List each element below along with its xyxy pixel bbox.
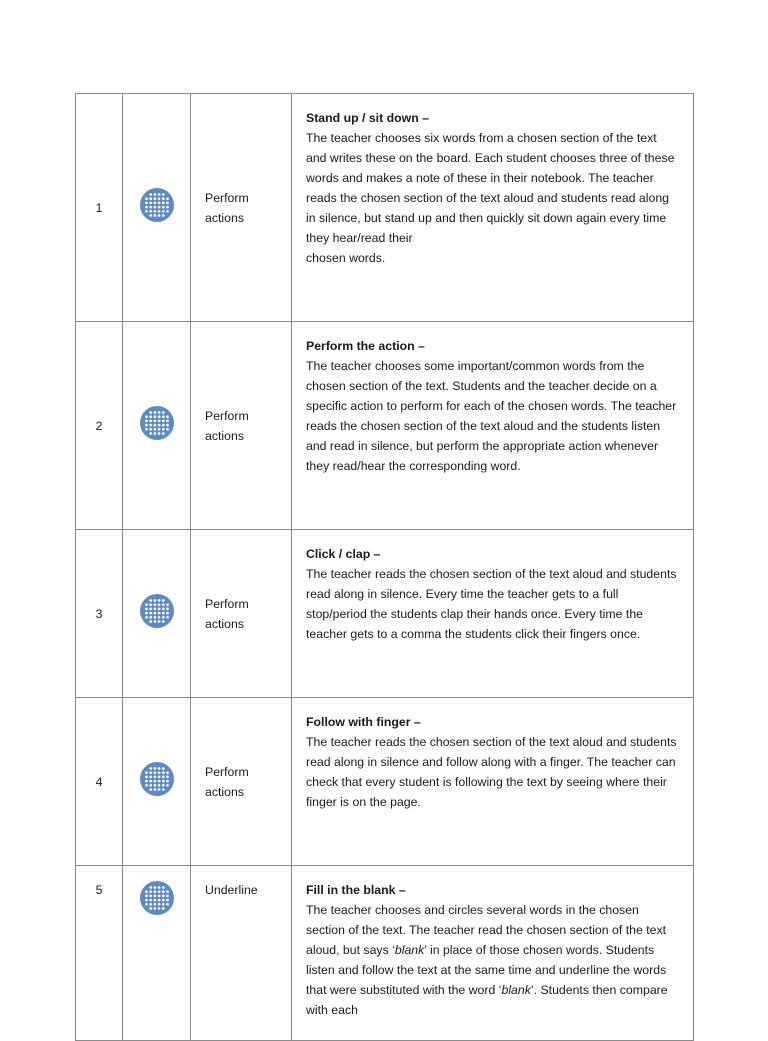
row-number: 4 (76, 698, 123, 866)
activity-title: Stand up / sit down – (306, 111, 429, 125)
row-number: 5 (76, 866, 123, 1041)
dot-grid-icon (139, 880, 175, 916)
activities-table (75, 93, 694, 1041)
table-row (76, 866, 694, 1041)
activity-body: The teacher chooses some important/common words from the chosen section of the text. Students and the teacher decide on a specific action to perform for each of the chosen words. The teacher reads the chosen section of the text aloud and the students listen and read in silence, but perform the appropriate action whenever they read/hear the corresponding word. (306, 359, 677, 473)
activity-description (292, 94, 694, 322)
italic-word: blank (394, 943, 425, 957)
activity-description (292, 698, 694, 866)
activity-description (292, 322, 694, 530)
activity-body: The teacher reads the chosen section of the text aloud and students read along in silence. Every time the teacher gets to a full stop/period the students clap their hands once. Every time the teacher gets to a comma the students click their fingers once. (306, 567, 677, 641)
activity-type: Underline (191, 866, 292, 1041)
activity-description (292, 866, 694, 1041)
activity-title: Fill in the blank – (306, 883, 406, 897)
activity-type: Perform actions (191, 698, 292, 866)
activity-type: Perform actions (191, 322, 292, 530)
body-text: ’. Students then compare with each (306, 983, 668, 1017)
activity-title: Perform the action – (306, 339, 425, 353)
activity-title: Follow with finger – (306, 715, 421, 729)
table-row (76, 698, 694, 866)
dot-grid-icon (139, 187, 175, 223)
activity-body: The teacher reads the chosen section of the text aloud and students read along in silence and follow along with a finger. The teacher can check that every student is following the text by seeing where their finger is on the page. (306, 735, 677, 809)
table-row (76, 530, 694, 698)
dot-grid-icon (139, 405, 175, 441)
row-number: 2 (76, 322, 123, 530)
activity-body: The teacher chooses six words from a chosen section of the text and writes these on the board. Each student chooses three of these words and makes a note of these in their notebook. The teacher reads the chosen section of the text aloud and students read along in silence, but stand up and then quickly sit down again every time they hear/read their chosen words. (306, 131, 675, 265)
dot-grid-icon (139, 761, 175, 797)
body-text: ’ in place of those chosen words. Students listen and follow the text at the same time and underline the words that were substituted with the word ‘ (306, 943, 667, 997)
activity-type: Perform actions (191, 530, 292, 698)
activity-description (292, 530, 694, 698)
row-number: 3 (76, 530, 123, 698)
italic-word: blank (501, 983, 531, 997)
table-row (76, 94, 694, 322)
activity-type: Perform actions (191, 94, 292, 322)
dot-grid-icon (139, 593, 175, 629)
activity-title: Click / clap – (306, 547, 381, 561)
activity-body (306, 900, 679, 1020)
row-number: 1 (76, 94, 123, 322)
body-text: The teacher chooses and circles several words in the chosen section of the text. The teacher read the chosen section of the text aloud, but says ‘ (306, 903, 667, 957)
table-row (76, 322, 694, 530)
